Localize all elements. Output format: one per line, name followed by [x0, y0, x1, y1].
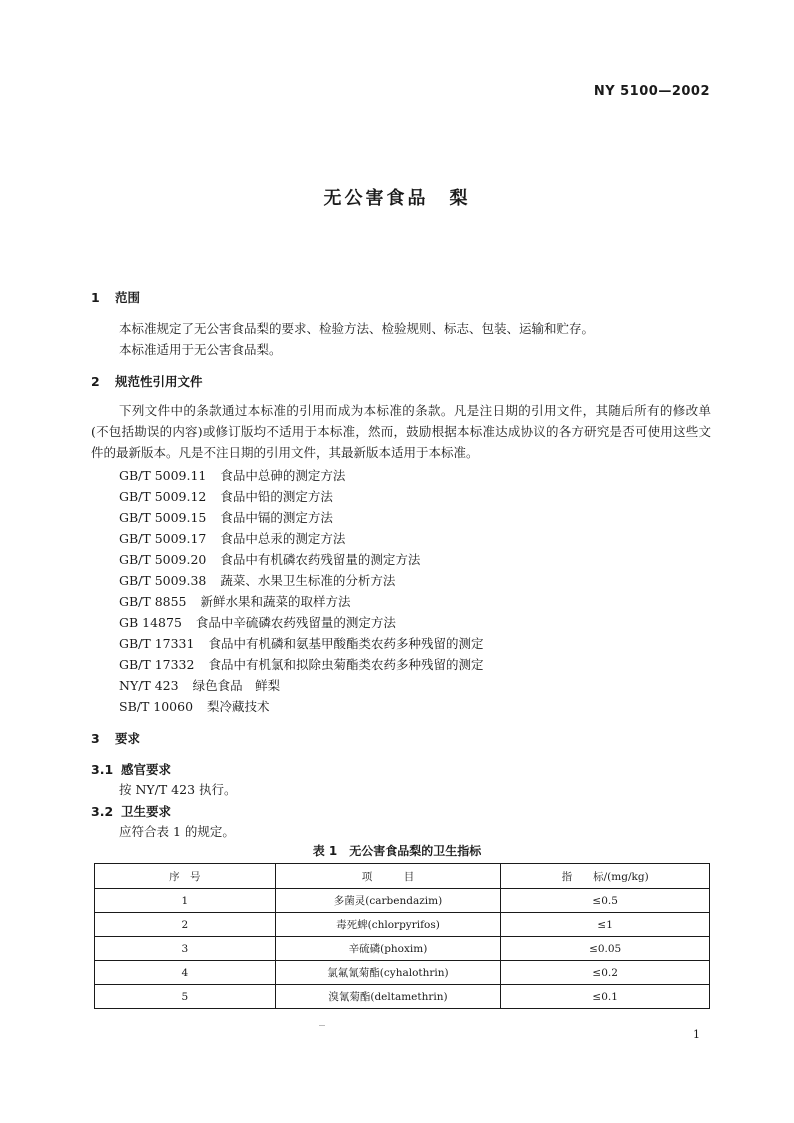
reference-title: 食品中有机磷农药残留量的测定方法 — [220, 552, 421, 567]
cell-serial: 1 — [95, 889, 276, 913]
reference-title: 食品中有机氯和拟除虫菊酯类农药多种残留的测定 — [208, 657, 484, 672]
section-title: 要求 — [115, 731, 141, 746]
reference-code: GB/T 5009.20 — [119, 552, 207, 567]
section-1-heading — [91, 288, 140, 306]
cell-limit: ≤0.1 — [501, 985, 710, 1009]
section-number: 3.2 — [91, 804, 114, 819]
reference-item — [119, 571, 395, 589]
column-header-limit: 指 标/(mg/kg) — [501, 864, 710, 889]
cell-item: 氯氟氰菊酯(cyhalothrin) — [275, 961, 501, 985]
cell-item: 溴氰菊酯(deltamethrin) — [275, 985, 501, 1009]
section-3-2-text: 应符合表 1 的规定。 — [119, 824, 235, 839]
reference-item — [119, 676, 280, 694]
reference-title: 食品中总汞的测定方法 — [220, 531, 346, 546]
cell-serial: 2 — [95, 913, 276, 937]
reference-code: GB 14875 — [119, 615, 182, 630]
reference-item — [119, 550, 420, 568]
cell-serial: 5 — [95, 985, 276, 1009]
reference-title: 食品中辛硫磷农药残留量的测定方法 — [195, 615, 396, 630]
column-header-item: 项 目 — [275, 864, 501, 889]
table-row — [95, 913, 710, 937]
section-number: 1 — [91, 290, 100, 305]
reference-item — [119, 634, 483, 652]
reference-item — [119, 466, 345, 484]
reference-title: 食品中总砷的测定方法 — [220, 468, 346, 483]
section-1-line-1: 本标准规定了无公害食品梨的要求、检验方法、检验规则、标志、包装、运输和贮存。 — [119, 321, 595, 336]
section-3-1-text: 按 NY/T 423 执行。 — [119, 782, 237, 797]
section-title: 感官要求 — [121, 762, 172, 777]
table-row — [95, 937, 710, 961]
reference-item — [119, 613, 396, 631]
reference-title: 新鲜水果和蔬菜的取样方法 — [200, 594, 351, 609]
reference-title: 食品中有机磷和氨基甲酸酯类农药多种残留的测定 — [208, 636, 484, 651]
scan-mark — [319, 1025, 325, 1026]
reference-title: 食品中镉的测定方法 — [220, 510, 333, 525]
table-title: 表 1 无公害食品梨的卫生指标 — [312, 844, 482, 858]
cell-limit: ≤1 — [501, 913, 710, 937]
reference-code: GB/T 5009.38 — [119, 573, 207, 588]
table-row — [95, 985, 710, 1009]
section-3-1-heading — [91, 760, 171, 778]
reference-code: GB/T 5009.15 — [119, 510, 207, 525]
reference-code: GB/T 8855 — [119, 594, 187, 609]
cell-item: 毒死蜱(chlorpyrifos) — [275, 913, 501, 937]
section-number: 2 — [91, 374, 100, 389]
section-number: 3.1 — [91, 762, 114, 777]
reference-item — [119, 508, 333, 526]
reference-code: GB/T 5009.12 — [119, 489, 207, 504]
reference-code: GB/T 5009.11 — [119, 468, 207, 483]
table-header-row — [95, 864, 710, 889]
reference-code: GB/T 17331 — [119, 636, 195, 651]
table-row — [95, 889, 710, 913]
reference-code: GB/T 17332 — [119, 657, 195, 672]
section-title: 范围 — [115, 290, 141, 305]
reference-title: 绿色食品 鲜梨 — [192, 678, 281, 693]
cell-limit: ≤0.2 — [501, 961, 710, 985]
standard-code: NY 5100—2002 — [593, 84, 710, 99]
reference-item — [119, 592, 351, 610]
cell-serial: 3 — [95, 937, 276, 961]
reference-title: 食品中铅的测定方法 — [220, 489, 333, 504]
section-title: 卫生要求 — [121, 804, 172, 819]
hygiene-index-table — [94, 863, 710, 1009]
cell-limit: ≤0.05 — [501, 937, 710, 961]
reference-item — [119, 529, 345, 547]
reference-item — [119, 697, 270, 715]
document-title: 无公害食品 梨 — [323, 188, 471, 209]
section-3-2-heading — [91, 802, 171, 820]
column-header-serial: 序 号 — [95, 864, 276, 889]
reference-title: 梨冷藏技术 — [207, 699, 270, 714]
reference-item — [119, 487, 333, 505]
section-3-heading — [91, 729, 140, 747]
section-title: 规范性引用文件 — [115, 374, 203, 389]
cell-item: 辛硫磷(phoxim) — [275, 937, 501, 961]
section-2-heading — [91, 372, 203, 390]
reference-item — [119, 655, 483, 673]
section-1-line-2: 本标准适用于无公害食品梨。 — [119, 342, 282, 357]
section-number: 3 — [91, 731, 100, 746]
cell-limit: ≤0.5 — [501, 889, 710, 913]
reference-code: SB/T 10060 — [119, 699, 194, 714]
section-2-paragraph: 下列文件中的条款通过本标准的引用而成为本标准的条款。凡是注日期的引用文件，其随后所有的修改单(不包括勘误的内容)或修订版均不适用于本标准，然而，鼓励根据本标准达成协议的各方研究是否可使用这些文件的最新版本。凡是不注日期的引用文件，其最新版本适用于本标准。 — [91, 403, 711, 460]
reference-code: GB/T 5009.17 — [119, 531, 207, 546]
page-number: 1 — [693, 1028, 700, 1041]
table-row — [95, 961, 710, 985]
reference-title: 蔬菜、水果卫生标准的分析方法 — [220, 573, 396, 588]
reference-code: NY/T 423 — [119, 678, 179, 693]
cell-item: 多菌灵(carbendazim) — [275, 889, 501, 913]
cell-serial: 4 — [95, 961, 276, 985]
